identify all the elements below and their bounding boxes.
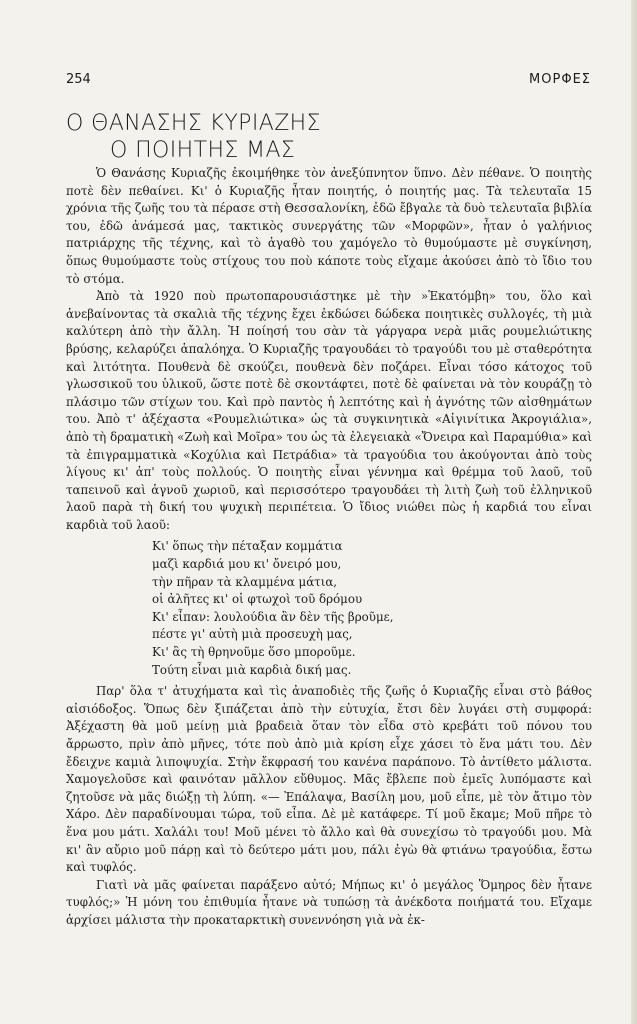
- poem-quote: [152, 538, 592, 679]
- article-body: [66, 165, 592, 930]
- page-header: [66, 72, 591, 92]
- poem-line: τὴν πῆραν τὰ κλαμμένα μάτια,: [152, 574, 338, 589]
- title-line-1: Ο ΘΑΝΑΣΗΣ ΚΥΡΙΑΖΗΣ: [66, 111, 321, 136]
- article-title: [66, 110, 586, 164]
- paragraph: Ὁ Θανάσης Κυριαζῆς ἐκοιμήθηκε τὸν ἀνεξύπνητον ὕπνο. Δὲν πέθανε. Ὁ ποιητὴς ποτὲ δὲν πεθαίνει. Κι' ὁ Κυριαζῆς ἦταν ποιητής, ὁ ποιητής μας. Τὰ τελευταῖα 15 χρόνια τῆς ζωῆς του τὰ πέρασε στὴ Θεσσαλονίκη, ἐδῶ ἔβγαλε τὰ δυὸ τελευταῖα βιβλία του, ἐδῶ ἀνάμεσά μας, τακτικὸς συνεργάτης τῶν «Μορφῶν», ἦταν ὁ γαλήνιος πατριάρχης τῆς τέχνης, καὶ τὸ ἀγαθὸ του χαμόγελο τὸ θυμούμαστε μὲ συγκίνηση, ὅπως θυμούμαστε τοὺς στίχους του ποὺ κάποτε τοὺς εἴχαμε ἀκούσει ἀπὸ τὸ ἴδιο του τὸ στόμα.: [66, 166, 592, 286]
- page-edge: [631, 0, 637, 1024]
- poem-line: Κι' ὅπως τὴν πέταξαν κομμάτια: [152, 539, 343, 554]
- title-line-2: Ο ΠΟΙΗΤΗΣ ΜΑΣ: [110, 138, 296, 163]
- paragraph: Παρ' ὅλα τ' ἀτυχήματα καὶ τὶς ἀναποδιὲς τῆς ζωῆς ὁ Κυριαζῆς εἶναι στὸ βάθος αἰσιόδοξος. Ὅπως δὲν ξιπάζεται ἀπὸ τὴν εὐτυχία, ἔτσι δὲν λυγάει στὴ συμφορά: Ἀξέχαστη θὰ μοῦ μείνῃ μιὰ βραδειὰ ὅταν τὸν εἶδα στὸ κρεβάτι τοῦ πόνου του ἄρρωστο, πρὶν ἀπὸ μῆνες, τότε ποὺ ἀπὸ μιὰ κρίση εἶχε χάσει τὸ ἕνα μάτι του. Δὲν ἔδειχνε καμιὰ λιποψυχία. Στὴν ἔκφρασή του κανένα παράπονο. Τὸ ἀντίθετο μάλιστα. Χαμογελοῦσε καὶ φαινόταν μᾶλλον εὔθυμος. Μᾶς ἔβλεπε ποὺ ἐμεῖς λυπόμαστε καὶ ζητοῦσε νὰ μᾶς διώξῃ τὴ λύπη. «— Ἐπάλαψα, Βασίλη μου, μοῦ εἶπε, μὲ τὸν ἄτιμο τὸν Χάρο. Δὲν παραδίνουμαι τώρα, τοῦ εἶπα. Δὲ μὲ κατάφερε. Τί μοῦ ἔκαμε; Μοῦ πῆρε τὸ ἕνα μου μάτι. Χαλάλι του! Μοῦ μένει τὸ ἄλλο καὶ θὰ συνεχίσω τὸ τραγούδι μου. Μὰ κι' ἂν αὔριο μοῦ πάρῃ καὶ τὸ δεύτερο μάτι μου, πάλι ἐγὼ θὰ φτιάνω τραγούδια, ἔστω καὶ τυφλός.: [66, 684, 592, 875]
- poem-line: Κι' εἶπαν: λουλούδια ἂν δὲν τῆς βροῦμε,: [152, 609, 394, 624]
- running-title: ΜΟΡΦΕΣ: [529, 72, 591, 87]
- paragraph: Ἀπὸ τὰ 1920 ποὺ πρωτοπαρουσιάστηκε μὲ τὴν »Ἑκατόμβη» του, ὅλο καὶ ἀνεβαίνοντας τὰ σκαλιὰ τῆς τέχνης ἔχει ἐκδώσει δώδεκα ποιητικὲς συλλογές, τὴ μιὰ καλύτερη ἀπὸ τὴν ἄλλη. Ἡ ποίησή του σὰν τὰ γάργαρα νερὰ μιᾶς ρουμελιώτικης βρύσης, κελαρύζει ἁπαλόηχα. Ὁ Κυριαζῆς τραγουδάει τὸ τραγούδι του μὲ σταθερότητα καὶ λιτότητα. Πουθενὰ δὲ σκούζει, πουθενὰ δὲν ποζάρει. Εἶναι τόσο κάτοχος τοῦ γλωσσικοῦ του ὑλικοῦ, ὥστε ποτὲ δὲ σκοντάφτει, ποτὲ δὲ φαίνεται νὰ τὸν κουράζῃ τὸ πλάσιμο τῶν στίχων του. Καὶ πρὸ παντὸς ἡ λεπτότης καὶ ἡ ἁγνότης τῶν αἰσθημάτων του. Ἀπὸ τ' ἀξέχαστα «Ρουμελιώτικα» ὡς τὰ συγκινητικὰ «Αἰγινίτικα Ἀκρογιάλια», ἀπὸ τὴ δραματικὴ «Ζωὴ καὶ Μοῖρα» του ὡς τὰ ἐλεγειακὰ «Ὄνειρα καὶ Παραμύθια» καὶ τὰ ἐπιγραμματικὰ «Κοχύλια καὶ Πετράδια» τὰ τραγούδια του ἀκούγονται ἀπὸ τοὺς λίγους κι' ἀπ' τοὺς πολλούς. Ὁ ποιητὴς εἶναι γέννημα καὶ θρέμμα τοῦ λαοῦ, τοῦ ταπεινοῦ καὶ ἁγνοῦ χωριοῦ, καὶ περισσότερο τραγουδάει τὴ λιτὴ ζωὴ τοῦ ἑλληνικοῦ λαοῦ παρὰ τὴ δική του ψυχικὴ περιπέτεια. Ὁ ἴδιος νιώθει πὼς ἡ καρδιά του εἶναι καρδιὰ τοῦ λαοῦ:: [66, 289, 592, 532]
- paragraph: Γιατὶ νὰ μᾶς φαίνεται παράξενο αὐτό; Μήπως κι' ὁ μεγάλος Ὅμηρος δὲν ἦτανε τυφλός;» Ἡ μόνη του ἐπιθυμία ἦτανε νὰ τυπώσῃ τὰ ἀνέκδοτα ποιήματά του. Εἴχαμε ἀρχίσει μάλιστα τὴν προκαταρκτικὴ συνεννόηση γιὰ νὰ ἐκ-: [66, 877, 592, 927]
- poem-line: Κι' ἂς τὴ θρηνοῦμε ὅσο μποροῦμε.: [152, 645, 356, 660]
- poem-line: μαζὶ καρδιά μου κι' ὄνειρό μου,: [152, 557, 342, 572]
- poem-line: Τούτη εἶναι μιὰ καρδιὰ δική μας.: [152, 662, 352, 677]
- poem-line: οἱ ἀλῆτες κι' οἱ φτωχοὶ τοῦ δρόμου: [152, 592, 363, 607]
- poem-line: πέστε γι' αὐτὴ μιὰ προσευχὴ μας,: [152, 627, 353, 642]
- page-number: 254: [66, 72, 91, 87]
